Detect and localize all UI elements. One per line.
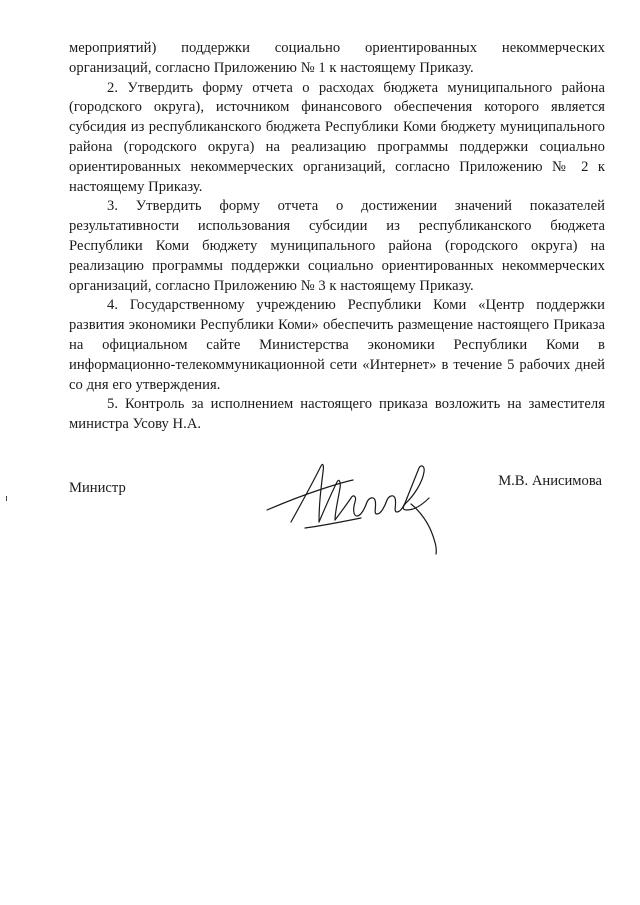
paragraph-continuation: мероприятий) поддержки социально ориентированных некоммерческих организаций, согласно Приложению № 1 к настоящему Приказу. <box>69 40 605 76</box>
paragraph-item-4: 4. Государственному учреждению Республики Коми «Центр поддержки развития экономики Республики Коми» обеспечить размещение настоящего Приказа на официальном сайте Министерства экономики Республики Коми в информационно-телекоммуникационной сети «Интернет» в течение 5 рабочих дней со дня его утверждения. <box>69 297 605 393</box>
paragraph-item-5: 5. Контроль за исполнением настоящего приказа возложить на заместителя министра Усову Н.А. <box>69 396 605 433</box>
signatory-position: Министр <box>69 480 126 496</box>
paragraph-item-3: 3. Утвердить форму отчета о достижении значений показателей результативности использования субсидии из республиканского бюджета Республики Коми бюджету муниципального района (городского округа) на реализацию программы поддержки социально ориентированных некоммерческих организаций, согласно Приложению № 3 к настоящему Приказу. <box>69 198 605 294</box>
handwritten-signature <box>261 452 461 562</box>
signature-block <box>69 472 605 572</box>
signatory-name: М.В. Анисимова <box>498 473 602 489</box>
document-body <box>69 39 605 435</box>
scan-artifact-mark <box>6 496 7 501</box>
paragraph-item-2: 2. Утвердить форму отчета о расходах бюджета муниципального района (городского округа), источником финансового обеспечения которого является субсидия из республиканского бюджета Республики Коми бюджету муниципального района (городского округа) на реализацию программы поддержки социально ориентированных некоммерческих организаций, согласно Приложению № 2 к настоящему Приказу. <box>69 79 605 195</box>
